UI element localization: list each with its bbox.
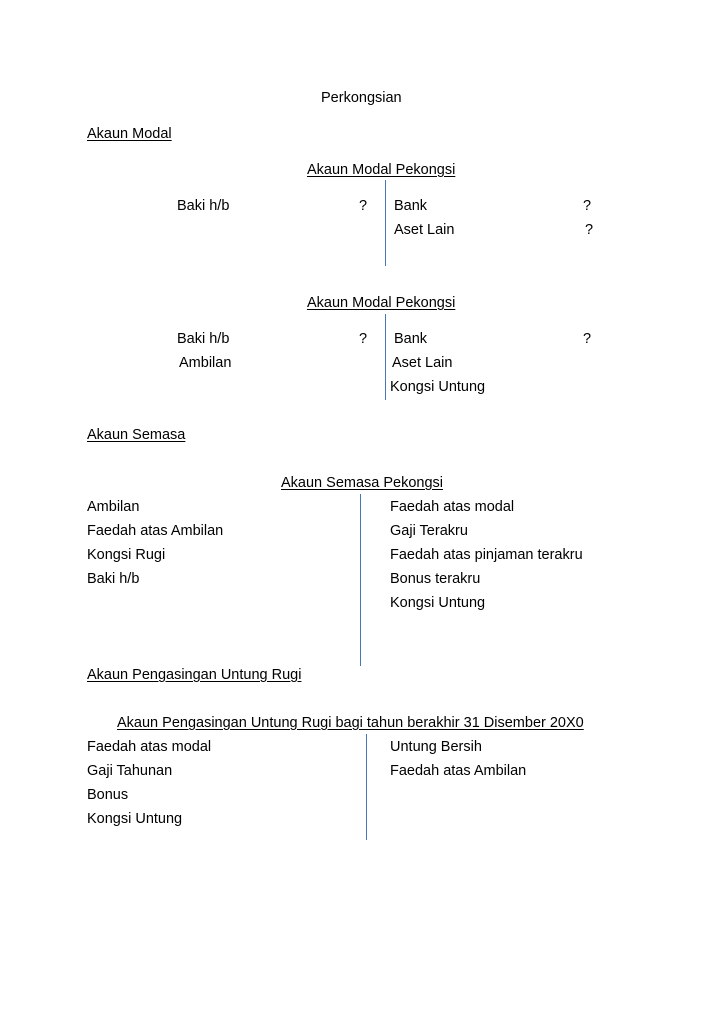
semasa-credit-item: Gaji Terakru [390,523,468,539]
t1-debit-label: Baki h/b [177,198,230,214]
pengasingan-title: Akaun Pengasingan Untung Rugi bagi tahun berakhir 31 Disember 20X0 [117,715,584,731]
t2-credit-label: Bank [394,331,428,347]
t2-debit-label: Ambilan [179,355,232,371]
t1-divider [385,180,386,266]
t2-credit-label: Kongsi Untung [390,379,486,395]
t2-title: Akaun Modal Pekongsi [307,295,456,311]
t2-credit-label: Aset Lain [392,355,453,371]
pengasingan-debit-item: Gaji Tahunan [87,763,173,779]
pengasingan-credit-item: Faedah atas Ambilan [390,763,527,779]
pengasingan-debit-item: Faedah atas modal [87,739,212,755]
pengasingan-debit-item: Bonus [87,787,129,803]
semasa-credit-item: Faedah atas modal [390,499,515,515]
t2-credit-amount: ? [583,331,592,347]
t1-credit-label: Aset Lain [394,222,455,238]
pengasingan-credit-item: Untung Bersih [390,739,482,755]
t1-credit-label: Bank [394,198,428,214]
pengasingan-debit-item: Kongsi Untung [87,811,183,827]
page-title: Perkongsian [321,90,402,106]
semasa-debit-item: Baki h/b [87,571,140,587]
t1-title: Akaun Modal Pekongsi [307,162,456,178]
section-heading-modal: Akaun Modal [87,126,172,142]
semasa-debit-item: Ambilan [87,499,140,515]
t2-debit-amount: ? [359,331,368,347]
section-heading-semasa: Akaun Semasa [87,427,186,443]
t2-divider [385,314,386,400]
t1-debit-amount: ? [359,198,368,214]
semasa-credit-item: Faedah atas pinjaman terakru [390,547,583,563]
semasa-debit-item: Kongsi Rugi [87,547,166,563]
t1-credit-amount: ? [583,198,592,214]
t1-credit-amount: ? [585,222,594,238]
pengasingan-divider [366,734,367,840]
semasa-credit-item: Kongsi Untung [390,595,486,611]
semasa-debit-item: Faedah atas Ambilan [87,523,224,539]
section-heading-pengasingan: Akaun Pengasingan Untung Rugi [87,667,302,683]
semasa-credit-item: Bonus terakru [390,571,481,587]
semasa-title: Akaun Semasa Pekongsi [281,475,444,491]
semasa-divider [360,494,361,666]
t2-debit-label: Baki h/b [177,331,230,347]
